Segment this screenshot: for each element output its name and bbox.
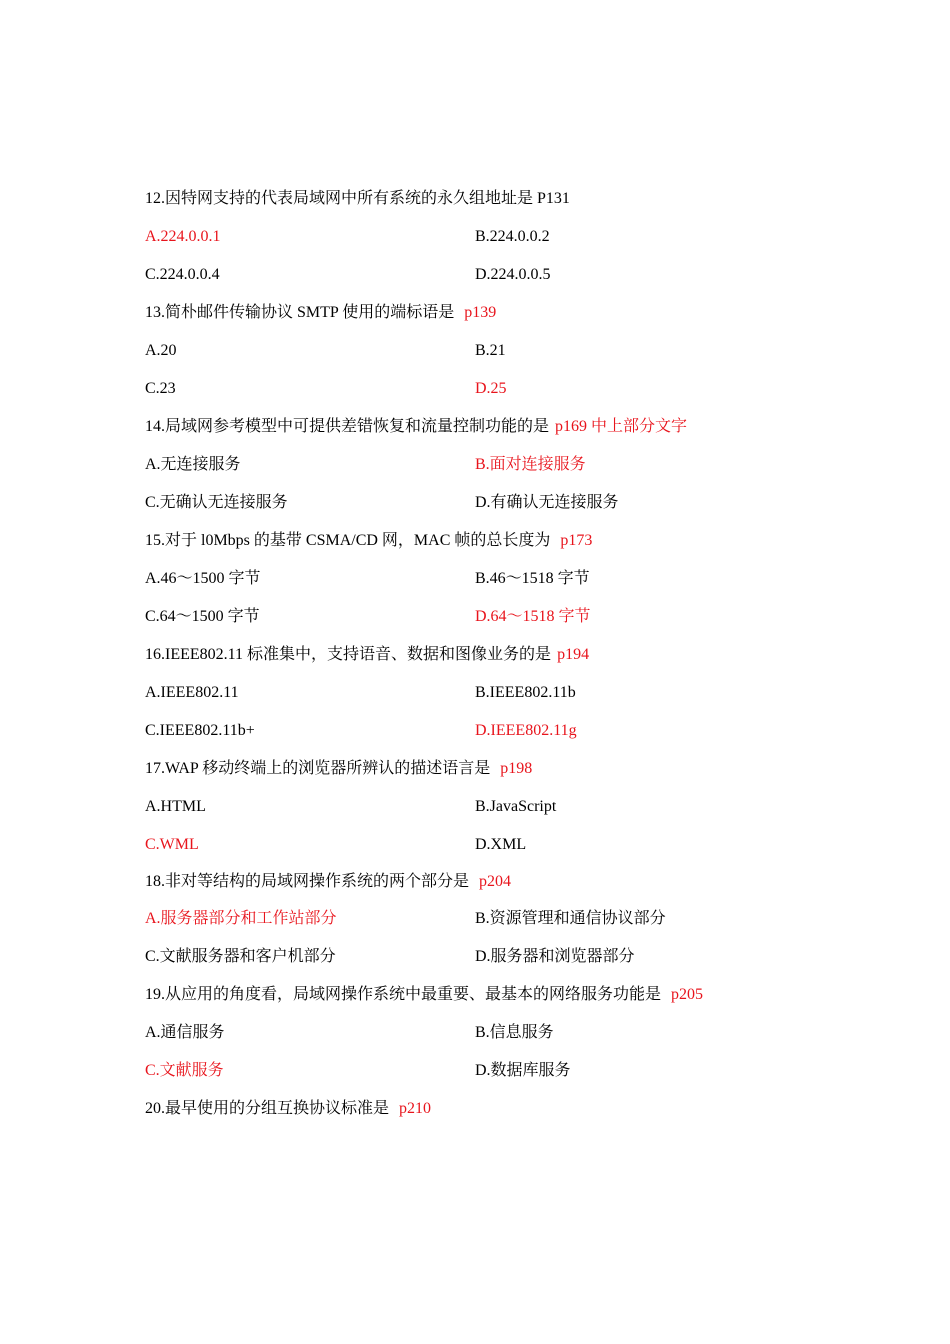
option-c: C.64～1500 字节: [145, 608, 260, 625]
question-stem: [145, 983, 703, 1007]
question-stem: [145, 415, 687, 439]
option-c: C.文献服务器和客户机部分: [145, 948, 336, 965]
option-c: C.IEEE802.11b+: [145, 722, 255, 739]
option-d: D.XML: [475, 836, 527, 853]
question-text: 19.从应用的角度看，局域网操作系统中最重要、最基本的网络服务功能是: [145, 986, 662, 1003]
question-text: 18.非对等结构的局域网操作系统的两个部分是: [145, 873, 470, 890]
option-b-correct: B.面对连接服务: [475, 456, 586, 473]
page-reference: p169 中上部分文字: [555, 418, 688, 435]
option-b: B.IEEE802.11b: [475, 684, 576, 701]
option-d: D.有确认无连接服务: [475, 494, 619, 511]
page-reference: p205: [671, 986, 704, 1003]
page-reference: p194: [557, 646, 590, 663]
question-text: 14.局域网参考模型中可提供差错恢复和流量控制功能的是: [145, 418, 550, 435]
question-text: 12.因特网支持的代表局域网中所有系统的永久组地址是 P131: [145, 190, 570, 207]
question-text: 13.简朴邮件传输协议 SMTP 使用的端标语是: [145, 304, 455, 321]
question-stem: [145, 301, 496, 325]
option-a: A.HTML: [145, 798, 206, 815]
option-b: B.JavaScript: [475, 798, 557, 815]
option-c: C.23: [145, 380, 176, 397]
option-a: A.20: [145, 342, 177, 359]
option-a-correct: A.服务器部分和工作站部分: [145, 910, 337, 927]
question-text: 17.WAP 移动终端上的浏览器所辨认的描述语言是: [145, 760, 491, 777]
option-d: D.224.0.0.5: [475, 266, 551, 283]
option-b: B.资源管理和通信协议部分: [475, 910, 666, 927]
option-a: A.无连接服务: [145, 456, 241, 473]
question-stem: [145, 643, 589, 667]
option-d-correct: D.64～1518 字节: [475, 608, 591, 625]
option-b: B.46～1518 字节: [475, 570, 590, 587]
option-c-correct: C.文献服务: [145, 1062, 224, 1079]
option-c: C.224.0.0.4: [145, 266, 220, 283]
question-text: 15.对于 l0Mbps 的基带 CSMA/CD 网，MAC 帧的总长度为: [145, 532, 551, 549]
option-a-correct: A.224.0.0.1: [145, 228, 221, 245]
option-a: A.46～1500 字节: [145, 570, 261, 587]
question-text: 16.IEEE802.11 标准集中，支持语音、数据和图像业务的是: [145, 646, 552, 663]
question-stem: [145, 187, 570, 211]
page-reference: p173: [560, 532, 593, 549]
page-reference: p210: [399, 1100, 432, 1117]
question-text: 20.最早使用的分组互换协议标准是: [145, 1100, 390, 1117]
option-d-correct: D.IEEE802.11g: [475, 722, 577, 739]
option-b: B.信息服务: [475, 1024, 554, 1041]
page-reference: p198: [500, 760, 533, 777]
option-b: B.224.0.0.2: [475, 228, 550, 245]
option-d: D.数据库服务: [475, 1062, 571, 1079]
page-reference: p204: [479, 873, 512, 890]
question-stem: [145, 757, 532, 781]
option-c: C.无确认无连接服务: [145, 494, 288, 511]
option-d: D.服务器和浏览器部分: [475, 948, 635, 965]
option-c-correct: C.WML: [145, 836, 199, 853]
option-d-correct: D.25: [475, 380, 507, 397]
option-b: B.21: [475, 342, 506, 359]
question-stem: [145, 1097, 431, 1121]
option-a: A.IEEE802.11: [145, 684, 239, 701]
question-stem: [145, 529, 592, 553]
page-reference: p139: [464, 304, 497, 321]
question-stem: [145, 870, 511, 894]
option-a: A.通信服务: [145, 1024, 225, 1041]
